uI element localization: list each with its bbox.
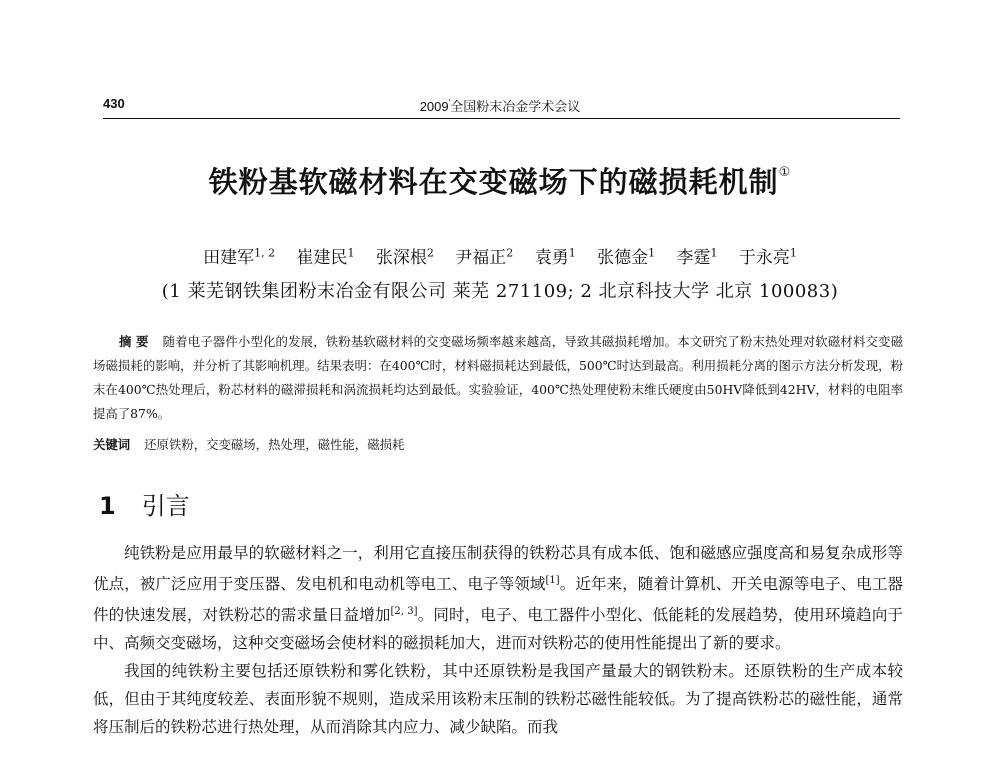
- author: [296, 243, 354, 268]
- running-head-year: 2009: [419, 99, 449, 114]
- author-name: 袁勇: [534, 248, 569, 268]
- keywords-text: 还原铁粉，交变磁场，热处理，磁性能，磁损耗: [144, 437, 405, 452]
- abstract: [93, 330, 903, 426]
- author-affiliation-mark: 1: [648, 246, 656, 260]
- section-heading: [99, 486, 190, 521]
- author-affiliation-mark: 1: [710, 246, 718, 260]
- title-footnote-mark: ①: [778, 165, 792, 180]
- author-name: 张德金: [597, 248, 649, 268]
- author: [455, 243, 513, 268]
- paragraph: 我国的纯铁粉主要包括还原铁粉和雾化铁粉，其中还原铁粉是我国产量最大的钢铁粉末。还原铁粉的生产成本较低，但由于其纯度较差、表面形貌不规则，造成采用该粉末压制的铁粉芯磁性能较低。为了提高铁粉芯的磁性能，通常将压制后的铁粉芯进行热处理，从而消除其内应力、减少缺陷。而我: [93, 662, 903, 737]
- abstract-text: 随着电子器件小型化的发展，铁粉基软磁材料的交变磁场频率越来越高，导致其磁损耗增加。本文研究了粉末热处理对软磁材料交变磁场磁损耗的影响，并分析了其影响机理。结果表明：在400℃时，材料磁损耗达到最低，500℃时达到最高。利用损耗分离的图示方法分析发现，粉末在400℃热处理后，粉芯材料的磁滞损耗和涡流损耗均达到最低。实验验证，400℃热处理使粉末维氏硬度由50HV降低到42HV，材料的电阻率提高了87%。: [93, 334, 903, 421]
- author-affiliation-mark: 1: [568, 246, 576, 260]
- author-affiliation-mark: 1: [347, 246, 355, 260]
- author-name: 田建军: [203, 248, 255, 268]
- author-affiliation-mark: 1, 2: [254, 246, 276, 260]
- author-name: 于永亮: [738, 248, 790, 268]
- author-affiliation-mark: 1: [789, 246, 797, 260]
- paragraph-text: 。近年来，随着计算机、开关电源等电子、电工器件的快速发展，对铁粉芯的需求量日益增加: [93, 575, 903, 625]
- running-head: [0, 96, 1000, 115]
- affiliation: (1 莱芜钢铁集团粉末冶金有限公司 莱芜 271109; 2 北京科技大学 北京 100083): [161, 281, 839, 302]
- section-number: 1: [99, 492, 116, 520]
- author: [535, 243, 576, 268]
- paragraph-text: 纯铁粉是应用最早的软磁材料之一，利用它直接压制获得的铁粉芯具有成本低、饱和磁感应强度高和易复杂成形等优点，被广泛应用于变压器、发电机和电动机等电工、电子等领域: [93, 544, 903, 594]
- citation: [2, 3]: [390, 606, 418, 618]
- author-name: 张深根: [375, 248, 427, 268]
- abstract-label: 摘 要: [119, 334, 149, 349]
- keywords-label: 关键词: [93, 437, 131, 452]
- author: [376, 243, 434, 268]
- author: [597, 243, 655, 268]
- running-head-mark: ′: [448, 97, 451, 108]
- paper-title: [0, 160, 1000, 201]
- author-name: 尹福正: [455, 248, 507, 268]
- section-title: 引言: [141, 492, 190, 520]
- author: [677, 243, 718, 268]
- paragraph-text: 。同时，电子、电工器件小型化、低能耗的发展趋势，使用环境趋向于中、高频交变磁场，这种交变磁场会使材料的磁损耗加大，进而对铁粉芯的使用性能提出了新的要求。: [93, 606, 903, 653]
- author-affiliation-mark: 2: [426, 246, 434, 260]
- paper-title-text: 铁粉基软磁材料在交变磁场下的磁损耗机制: [208, 165, 779, 199]
- author-name: 崔建民: [296, 248, 348, 268]
- citation: [1]: [545, 575, 560, 586]
- author-affiliation-mark: 2: [506, 246, 514, 260]
- body-text: [93, 539, 903, 741]
- author: [739, 243, 797, 268]
- author-list: [0, 243, 1000, 268]
- page-number: 430: [103, 96, 125, 111]
- header-rule: [103, 118, 900, 119]
- author-name: 李霆: [676, 248, 711, 268]
- keywords: [93, 435, 903, 453]
- running-head-text: 全国粉末冶金学术会议: [450, 99, 581, 114]
- author: [203, 243, 275, 268]
- paragraph: [93, 539, 903, 657]
